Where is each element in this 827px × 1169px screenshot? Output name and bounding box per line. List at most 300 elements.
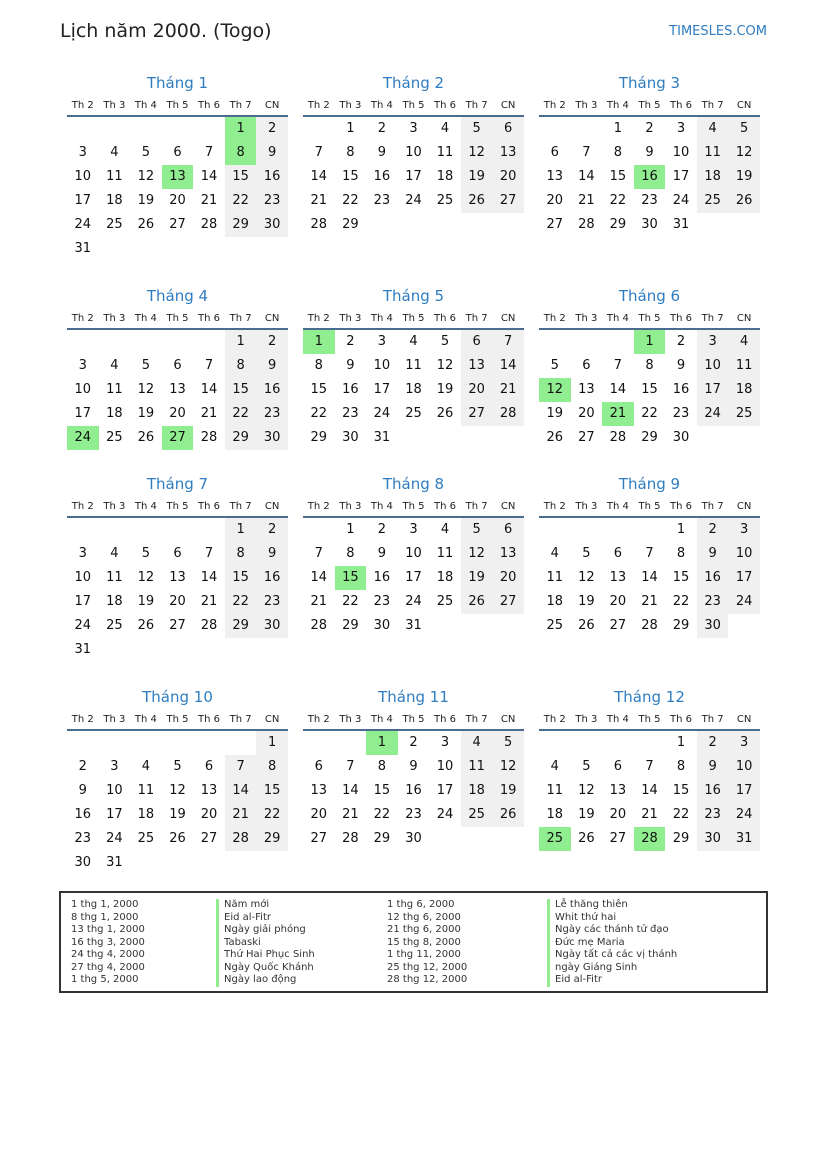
- day-cell[interactable]: 22: [373, 807, 391, 822]
- day-cell[interactable]: 26: [436, 406, 454, 421]
- day-cell[interactable]: 22: [256, 803, 288, 827]
- day-cell[interactable]: 12: [728, 141, 760, 165]
- day-cell[interactable]: 2: [256, 518, 288, 542]
- day-cell[interactable]: 2: [697, 518, 729, 542]
- day-cell[interactable]: 12: [461, 542, 493, 566]
- day-cell[interactable]: 16: [672, 382, 690, 397]
- day-cell[interactable]: 28: [578, 217, 595, 232]
- day-cell[interactable]: 3: [728, 518, 760, 542]
- day-cell[interactable]: 3: [377, 334, 387, 349]
- day-cell[interactable]: 25: [106, 217, 123, 232]
- day-cell[interactable]: 1: [613, 121, 623, 136]
- day-cell[interactable]: 14: [492, 354, 524, 378]
- day-cell[interactable]: 9: [256, 141, 288, 165]
- day-cell[interactable]: 27: [169, 618, 186, 633]
- day-cell[interactable]: 25: [728, 402, 760, 426]
- day-cell[interactable]: 20: [310, 807, 328, 822]
- day-cell[interactable]: 16: [342, 382, 359, 397]
- day-cell[interactable]: 5: [550, 358, 559, 373]
- day-cell[interactable]: 13: [169, 382, 186, 397]
- day-cell[interactable]: 23: [256, 590, 288, 614]
- day-cell[interactable]: 3: [440, 735, 450, 750]
- day-cell[interactable]: 21: [310, 193, 328, 208]
- day-cell[interactable]: 1: [346, 522, 355, 537]
- day-cell[interactable]: 6: [173, 358, 182, 373]
- day-cell[interactable]: 17: [697, 378, 729, 402]
- day-cell[interactable]: 18: [106, 594, 123, 609]
- day-cell[interactable]: 18: [436, 169, 454, 184]
- day-cell[interactable]: 5: [141, 145, 151, 160]
- day-cell[interactable]: 5: [582, 546, 591, 561]
- day-cell[interactable]: 22: [672, 594, 690, 609]
- day-cell[interactable]: 15: [225, 566, 257, 590]
- day-cell[interactable]: 17: [672, 169, 690, 184]
- day-cell[interactable]: 11: [436, 546, 454, 561]
- day-cell[interactable]: 7: [346, 759, 355, 774]
- day-cell[interactable]: 18: [728, 378, 760, 402]
- day-cell[interactable]: 12: [137, 570, 155, 585]
- day-cell[interactable]: 25: [137, 831, 155, 846]
- day-cell[interactable]: 15: [641, 382, 658, 397]
- day-cell[interactable]: 14: [609, 382, 627, 397]
- day-cell[interactable]: 15: [342, 169, 359, 184]
- day-cell[interactable]: 22: [225, 189, 257, 213]
- day-cell[interactable]: 10: [373, 358, 391, 373]
- day-cell[interactable]: 16: [697, 566, 729, 590]
- day-cell[interactable]: 8: [314, 358, 323, 373]
- day-cell[interactable]: 25: [697, 189, 729, 213]
- day-cell[interactable]: 20: [169, 193, 186, 208]
- day-cell[interactable]: 19: [728, 165, 760, 189]
- holiday-day-cell[interactable]: 21: [602, 402, 634, 426]
- day-cell[interactable]: 18: [106, 193, 123, 208]
- day-cell[interactable]: 19: [137, 193, 155, 208]
- day-cell[interactable]: 30: [641, 217, 658, 232]
- day-cell[interactable]: 16: [256, 165, 288, 189]
- day-cell[interactable]: 20: [609, 594, 627, 609]
- day-cell[interactable]: 14: [310, 570, 328, 585]
- day-cell[interactable]: 15: [672, 783, 690, 798]
- day-cell[interactable]: 10: [405, 546, 422, 561]
- day-cell[interactable]: 4: [697, 117, 729, 141]
- holiday-day-cell[interactable]: 1: [303, 330, 335, 354]
- day-cell[interactable]: 31: [672, 217, 690, 232]
- day-cell[interactable]: 12: [137, 169, 155, 184]
- day-cell[interactable]: 3: [697, 330, 729, 354]
- holiday-day-cell[interactable]: 1: [634, 330, 666, 354]
- day-cell[interactable]: 17: [728, 566, 760, 590]
- day-cell[interactable]: 14: [641, 570, 658, 585]
- day-cell[interactable]: 2: [346, 334, 355, 349]
- day-cell[interactable]: 20: [461, 378, 493, 402]
- day-cell[interactable]: 23: [373, 193, 391, 208]
- day-cell[interactable]: 2: [256, 117, 288, 141]
- day-cell[interactable]: 12: [578, 783, 595, 798]
- day-cell[interactable]: 26: [137, 217, 155, 232]
- day-cell[interactable]: 30: [697, 827, 729, 851]
- day-cell[interactable]: 31: [74, 241, 92, 256]
- day-cell[interactable]: 2: [78, 759, 87, 774]
- day-cell[interactable]: 20: [609, 807, 627, 822]
- day-cell[interactable]: 2: [697, 731, 729, 755]
- day-cell[interactable]: 7: [492, 330, 524, 354]
- day-cell[interactable]: 19: [461, 566, 493, 590]
- day-cell[interactable]: 29: [609, 217, 627, 232]
- day-cell[interactable]: 3: [78, 145, 87, 160]
- day-cell[interactable]: 4: [550, 546, 559, 561]
- day-cell[interactable]: 5: [492, 731, 524, 755]
- day-cell[interactable]: 6: [461, 330, 493, 354]
- day-cell[interactable]: 7: [314, 145, 323, 160]
- day-cell[interactable]: 4: [409, 334, 418, 349]
- day-cell[interactable]: 23: [641, 193, 658, 208]
- day-cell[interactable]: 29: [342, 217, 359, 232]
- day-cell[interactable]: 29: [672, 831, 690, 846]
- day-cell[interactable]: 8: [346, 546, 355, 561]
- day-cell[interactable]: 3: [728, 731, 760, 755]
- day-cell[interactable]: 27: [461, 402, 493, 426]
- day-cell[interactable]: 18: [436, 570, 454, 585]
- day-cell[interactable]: 13: [461, 354, 493, 378]
- day-cell[interactable]: 26: [578, 618, 595, 633]
- day-cell[interactable]: 16: [256, 566, 288, 590]
- day-cell[interactable]: 11: [697, 141, 729, 165]
- day-cell[interactable]: 21: [578, 193, 595, 208]
- day-cell[interactable]: 15: [225, 165, 257, 189]
- day-cell[interactable]: 30: [342, 430, 359, 445]
- day-cell[interactable]: 28: [200, 430, 218, 445]
- day-cell[interactable]: 16: [256, 378, 288, 402]
- day-cell[interactable]: 26: [578, 831, 595, 846]
- day-cell[interactable]: 28: [225, 827, 257, 851]
- day-cell[interactable]: 11: [106, 382, 123, 397]
- day-cell[interactable]: 17: [74, 193, 92, 208]
- day-cell[interactable]: 12: [436, 358, 454, 373]
- holiday-day-cell[interactable]: 27: [162, 426, 194, 450]
- day-cell[interactable]: 27: [578, 430, 595, 445]
- day-cell[interactable]: 4: [110, 546, 119, 561]
- day-cell[interactable]: 6: [613, 546, 623, 561]
- day-cell[interactable]: 10: [697, 354, 729, 378]
- day-cell[interactable]: 13: [492, 141, 524, 165]
- day-cell[interactable]: 27: [492, 189, 524, 213]
- day-cell[interactable]: 31: [373, 430, 391, 445]
- day-cell[interactable]: 24: [436, 807, 454, 822]
- day-cell[interactable]: 21: [200, 594, 218, 609]
- day-cell[interactable]: 21: [310, 594, 328, 609]
- day-cell[interactable]: 8: [676, 759, 686, 774]
- day-cell[interactable]: 31: [106, 855, 123, 870]
- day-cell[interactable]: 22: [342, 594, 359, 609]
- day-cell[interactable]: 10: [106, 783, 123, 798]
- day-cell[interactable]: 5: [173, 759, 182, 774]
- day-cell[interactable]: 29: [225, 426, 257, 450]
- day-cell[interactable]: 20: [492, 165, 524, 189]
- holiday-day-cell[interactable]: 8: [225, 141, 257, 165]
- day-cell[interactable]: 9: [78, 783, 87, 798]
- day-cell[interactable]: 6: [613, 759, 623, 774]
- day-cell[interactable]: 9: [377, 145, 387, 160]
- day-cell[interactable]: 27: [169, 217, 186, 232]
- day-cell[interactable]: 9: [645, 145, 654, 160]
- day-cell[interactable]: 30: [256, 213, 288, 237]
- day-cell[interactable]: 7: [645, 546, 654, 561]
- day-cell[interactable]: 8: [225, 354, 257, 378]
- day-cell[interactable]: 29: [256, 827, 288, 851]
- day-cell[interactable]: 8: [256, 755, 288, 779]
- day-cell[interactable]: 22: [225, 590, 257, 614]
- day-cell[interactable]: 14: [342, 783, 359, 798]
- holiday-day-cell[interactable]: 16: [634, 165, 666, 189]
- day-cell[interactable]: 25: [106, 618, 123, 633]
- day-cell[interactable]: 9: [697, 755, 729, 779]
- day-cell[interactable]: 9: [697, 542, 729, 566]
- day-cell[interactable]: 5: [728, 117, 760, 141]
- day-cell[interactable]: 17: [405, 570, 422, 585]
- day-cell[interactable]: 28: [342, 831, 359, 846]
- day-cell[interactable]: 7: [645, 759, 654, 774]
- day-cell[interactable]: 16: [74, 807, 92, 822]
- day-cell[interactable]: 30: [256, 426, 288, 450]
- day-cell[interactable]: 25: [436, 594, 454, 609]
- day-cell[interactable]: 31: [728, 827, 760, 851]
- day-cell[interactable]: 18: [106, 406, 123, 421]
- day-cell[interactable]: 19: [461, 165, 493, 189]
- day-cell[interactable]: 10: [74, 169, 92, 184]
- day-cell[interactable]: 24: [728, 590, 760, 614]
- day-cell[interactable]: 19: [169, 807, 186, 822]
- holiday-day-cell[interactable]: 24: [67, 426, 99, 450]
- day-cell[interactable]: 15: [225, 378, 257, 402]
- day-cell[interactable]: 3: [78, 358, 87, 373]
- day-cell[interactable]: 11: [546, 570, 564, 585]
- day-cell[interactable]: 11: [137, 783, 155, 798]
- day-cell[interactable]: 21: [200, 406, 218, 421]
- day-cell[interactable]: 2: [676, 334, 686, 349]
- day-cell[interactable]: 21: [641, 594, 658, 609]
- day-cell[interactable]: 17: [74, 406, 92, 421]
- day-cell[interactable]: 23: [342, 406, 359, 421]
- day-cell[interactable]: 4: [110, 358, 119, 373]
- day-cell[interactable]: 25: [546, 618, 564, 633]
- day-cell[interactable]: 30: [405, 831, 422, 846]
- day-cell[interactable]: 26: [461, 189, 493, 213]
- day-cell[interactable]: 5: [440, 334, 450, 349]
- day-cell[interactable]: 22: [342, 193, 359, 208]
- day-cell[interactable]: 8: [377, 759, 387, 774]
- day-cell[interactable]: 26: [461, 590, 493, 614]
- day-cell[interactable]: 24: [405, 594, 422, 609]
- day-cell[interactable]: 4: [461, 731, 493, 755]
- day-cell[interactable]: 20: [546, 193, 564, 208]
- day-cell[interactable]: 24: [74, 618, 92, 633]
- day-cell[interactable]: 10: [728, 755, 760, 779]
- day-cell[interactable]: 23: [74, 831, 92, 846]
- day-cell[interactable]: 25: [436, 193, 454, 208]
- day-cell[interactable]: 8: [613, 145, 623, 160]
- day-cell[interactable]: 20: [492, 566, 524, 590]
- day-cell[interactable]: 30: [74, 855, 92, 870]
- day-cell[interactable]: 17: [74, 594, 92, 609]
- day-cell[interactable]: 6: [582, 358, 591, 373]
- day-cell[interactable]: 2: [377, 121, 387, 136]
- day-cell[interactable]: 8: [645, 358, 654, 373]
- day-cell[interactable]: 8: [676, 546, 686, 561]
- day-cell[interactable]: 13: [492, 542, 524, 566]
- day-cell[interactable]: 19: [578, 807, 595, 822]
- day-cell[interactable]: 11: [728, 354, 760, 378]
- day-cell[interactable]: 10: [672, 145, 690, 160]
- day-cell[interactable]: 9: [377, 546, 387, 561]
- day-cell[interactable]: 22: [672, 807, 690, 822]
- day-cell[interactable]: 14: [200, 382, 218, 397]
- day-cell[interactable]: 13: [546, 169, 564, 184]
- day-cell[interactable]: 18: [405, 382, 422, 397]
- day-cell[interactable]: 2: [377, 522, 387, 537]
- day-cell[interactable]: 22: [225, 402, 257, 426]
- day-cell[interactable]: 11: [106, 570, 123, 585]
- day-cell[interactable]: 30: [256, 614, 288, 638]
- day-cell[interactable]: 11: [436, 145, 454, 160]
- day-cell[interactable]: 14: [200, 570, 218, 585]
- day-cell[interactable]: 27: [609, 831, 627, 846]
- day-cell[interactable]: 4: [550, 759, 559, 774]
- day-cell[interactable]: 12: [492, 755, 524, 779]
- day-cell[interactable]: 11: [546, 783, 564, 798]
- day-cell[interactable]: 29: [225, 213, 257, 237]
- day-cell[interactable]: 18: [697, 165, 729, 189]
- day-cell[interactable]: 13: [169, 570, 186, 585]
- day-cell[interactable]: 23: [256, 189, 288, 213]
- holiday-day-cell[interactable]: 15: [335, 566, 367, 590]
- day-cell[interactable]: 29: [310, 430, 328, 445]
- day-cell[interactable]: 10: [728, 542, 760, 566]
- day-cell[interactable]: 1: [225, 330, 257, 354]
- day-cell[interactable]: 26: [546, 430, 564, 445]
- day-cell[interactable]: 28: [641, 618, 658, 633]
- day-cell[interactable]: 16: [405, 783, 422, 798]
- day-cell[interactable]: 29: [672, 618, 690, 633]
- day-cell[interactable]: 27: [200, 831, 218, 846]
- day-cell[interactable]: 13: [310, 783, 328, 798]
- day-cell[interactable]: 22: [641, 406, 658, 421]
- day-cell[interactable]: 27: [310, 831, 328, 846]
- day-cell[interactable]: 7: [582, 145, 591, 160]
- day-cell[interactable]: 8: [225, 542, 257, 566]
- day-cell[interactable]: 21: [225, 803, 257, 827]
- holiday-day-cell[interactable]: 28: [634, 827, 666, 851]
- day-cell[interactable]: 15: [310, 382, 328, 397]
- day-cell[interactable]: 15: [256, 779, 288, 803]
- day-cell[interactable]: 28: [609, 430, 627, 445]
- day-cell[interactable]: 23: [672, 406, 690, 421]
- day-cell[interactable]: 10: [405, 145, 422, 160]
- day-cell[interactable]: 7: [314, 546, 323, 561]
- day-cell[interactable]: 16: [373, 169, 391, 184]
- day-cell[interactable]: 6: [550, 145, 559, 160]
- holiday-day-cell[interactable]: 1: [225, 117, 257, 141]
- day-cell[interactable]: 7: [204, 358, 214, 373]
- day-cell[interactable]: 6: [173, 145, 182, 160]
- day-cell[interactable]: 19: [546, 406, 564, 421]
- day-cell[interactable]: 19: [137, 594, 155, 609]
- day-cell[interactable]: 5: [461, 117, 493, 141]
- day-cell[interactable]: 24: [74, 217, 92, 232]
- day-cell[interactable]: 12: [137, 382, 155, 397]
- day-cell[interactable]: 26: [728, 189, 760, 213]
- holiday-day-cell[interactable]: 13: [162, 165, 194, 189]
- day-cell[interactable]: 20: [169, 594, 186, 609]
- day-cell[interactable]: 14: [225, 779, 257, 803]
- day-cell[interactable]: 2: [645, 121, 654, 136]
- day-cell[interactable]: 9: [256, 354, 288, 378]
- holiday-day-cell[interactable]: 1: [366, 731, 398, 755]
- day-cell[interactable]: 15: [672, 570, 690, 585]
- day-cell[interactable]: 29: [342, 618, 359, 633]
- day-cell[interactable]: 30: [373, 618, 391, 633]
- day-cell[interactable]: 5: [141, 358, 151, 373]
- site-link[interactable]: TIMESLES.COM: [669, 24, 767, 39]
- day-cell[interactable]: 1: [346, 121, 355, 136]
- day-cell[interactable]: 20: [200, 807, 218, 822]
- day-cell[interactable]: 6: [492, 117, 524, 141]
- day-cell[interactable]: 31: [405, 618, 422, 633]
- day-cell[interactable]: 14: [641, 783, 658, 798]
- day-cell[interactable]: 11: [405, 358, 422, 373]
- day-cell[interactable]: 12: [169, 783, 186, 798]
- day-cell[interactable]: 1: [225, 518, 257, 542]
- day-cell[interactable]: 4: [141, 759, 151, 774]
- day-cell[interactable]: 6: [314, 759, 323, 774]
- day-cell[interactable]: 14: [578, 169, 595, 184]
- day-cell[interactable]: 8: [346, 145, 355, 160]
- day-cell[interactable]: 14: [200, 169, 218, 184]
- day-cell[interactable]: 7: [204, 546, 214, 561]
- day-cell[interactable]: 1: [676, 735, 686, 750]
- day-cell[interactable]: 17: [106, 807, 123, 822]
- day-cell[interactable]: 6: [492, 518, 524, 542]
- day-cell[interactable]: 25: [106, 430, 123, 445]
- day-cell[interactable]: 25: [405, 406, 422, 421]
- day-cell[interactable]: 22: [609, 193, 627, 208]
- day-cell[interactable]: 19: [578, 594, 595, 609]
- day-cell[interactable]: 9: [676, 358, 686, 373]
- day-cell[interactable]: 4: [440, 121, 450, 136]
- day-cell[interactable]: 2: [409, 735, 418, 750]
- day-cell[interactable]: 6: [173, 546, 182, 561]
- day-cell[interactable]: 18: [137, 807, 155, 822]
- day-cell[interactable]: 19: [492, 779, 524, 803]
- day-cell[interactable]: 12: [461, 141, 493, 165]
- day-cell[interactable]: 27: [546, 217, 564, 232]
- day-cell[interactable]: 26: [169, 831, 186, 846]
- day-cell[interactable]: 29: [225, 614, 257, 638]
- day-cell[interactable]: 29: [373, 831, 391, 846]
- day-cell[interactable]: 23: [405, 807, 422, 822]
- day-cell[interactable]: 4: [110, 145, 119, 160]
- day-cell[interactable]: 13: [578, 382, 595, 397]
- day-cell[interactable]: 30: [672, 430, 690, 445]
- day-cell[interactable]: 30: [697, 614, 729, 638]
- day-cell[interactable]: 21: [492, 378, 524, 402]
- day-cell[interactable]: 20: [169, 406, 186, 421]
- day-cell[interactable]: 18: [546, 594, 564, 609]
- day-cell[interactable]: 27: [492, 590, 524, 614]
- day-cell[interactable]: 21: [200, 193, 218, 208]
- day-cell[interactable]: 20: [578, 406, 595, 421]
- holiday-day-cell[interactable]: 12: [539, 378, 571, 402]
- day-cell[interactable]: 1: [256, 731, 288, 755]
